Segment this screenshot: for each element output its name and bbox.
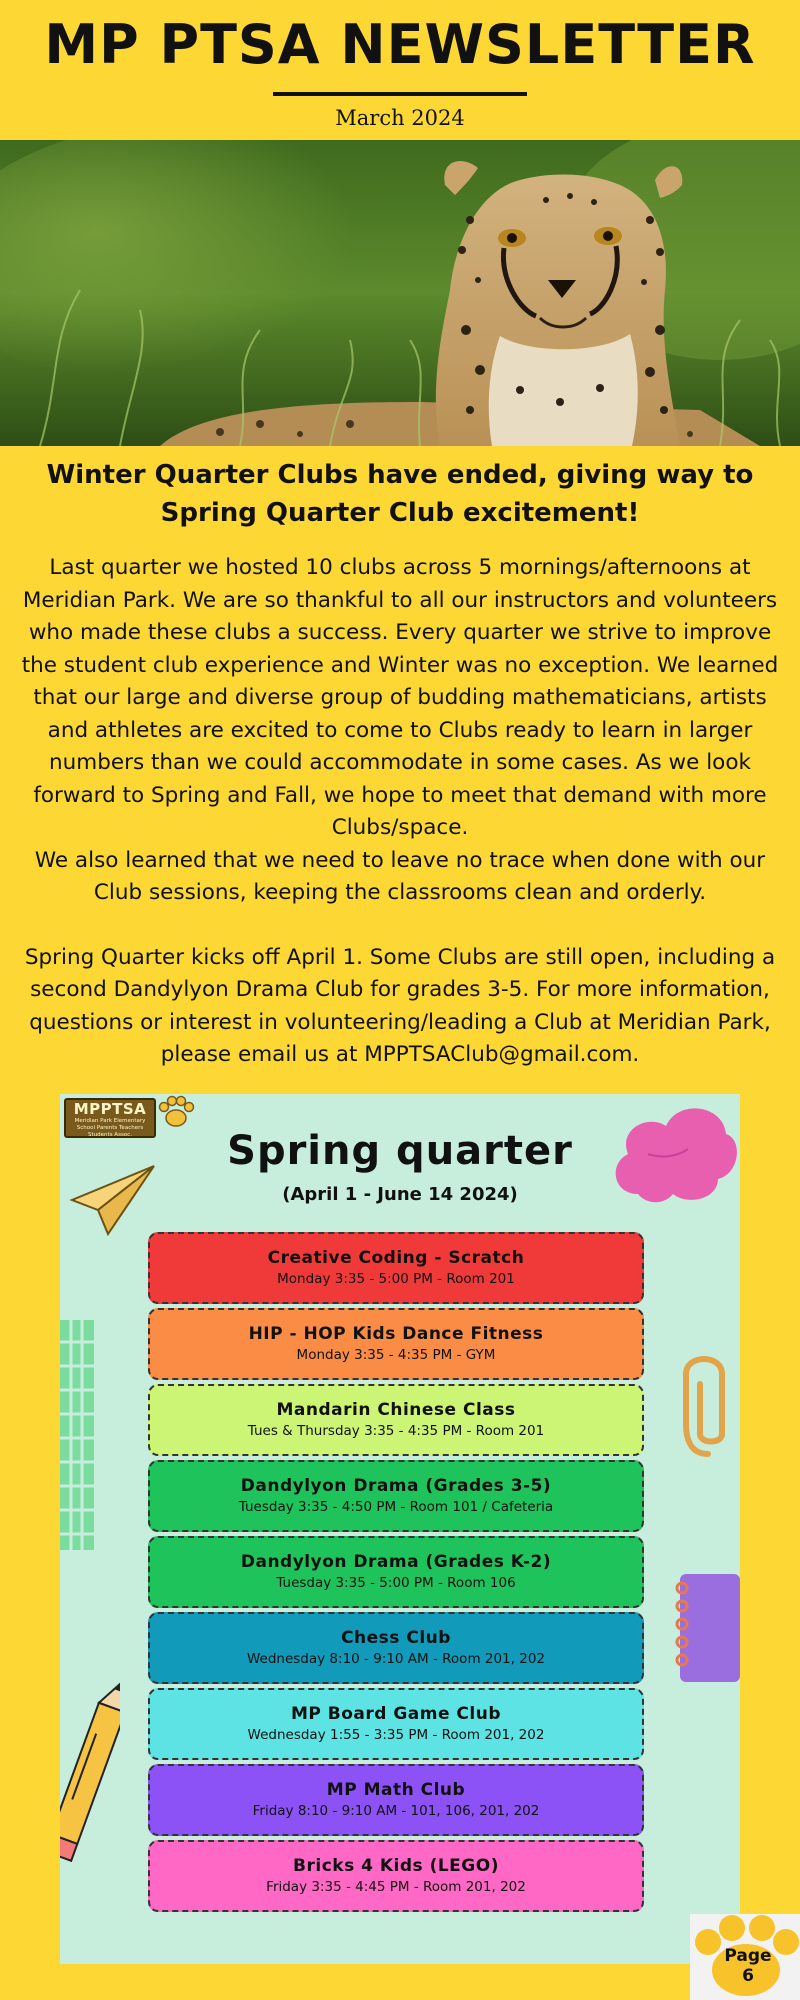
club-card (148, 1460, 644, 1532)
logo-text: MPPTSA (73, 1100, 147, 1118)
club-schedule: Wednesday 1:55 - 3:35 PM - Room 201, 202 (247, 1727, 545, 1743)
club-schedule: Monday 3:35 - 4:35 PM - GYM (296, 1347, 496, 1363)
club-name: Chess Club (341, 1628, 451, 1648)
paw-icon (156, 1094, 196, 1130)
page-number: Page 6 (724, 1946, 772, 1986)
poster-title: Spring quarter (227, 1128, 573, 1174)
club-schedule: Friday 3:35 - 4:45 PM - Room 201, 202 (266, 1879, 526, 1895)
club-list (148, 1232, 644, 1916)
spring-quarter-poster (60, 1094, 740, 1964)
newsletter-header (0, 0, 800, 140)
newsletter-title: MP PTSA NEWSLETTER (44, 13, 756, 76)
club-name: Bricks 4 Kids (LEGO) (293, 1856, 499, 1876)
club-card (148, 1840, 644, 1912)
club-name: MP Math Club (326, 1780, 466, 1800)
title-divider (273, 92, 527, 96)
club-name: Dandylyon Drama (Grades 3-5) (240, 1476, 552, 1496)
issue-date: March 2024 (335, 106, 465, 130)
cheetah-photo (0, 140, 800, 446)
club-schedule: Tues & Thursday 3:35 - 4:35 PM - Room 201 (247, 1423, 545, 1439)
club-name: Dandylyon Drama (Grades K-2) (240, 1552, 552, 1572)
club-card (148, 1764, 644, 1836)
club-card (148, 1232, 644, 1304)
club-schedule: Tuesday 3:35 - 5:00 PM - Room 106 (276, 1575, 516, 1591)
poster-dates: (April 1 - June 14 2024) (282, 1184, 518, 1205)
club-card (148, 1384, 644, 1456)
club-name: MP Board Game Club (290, 1704, 502, 1724)
club-name: HIP - HOP Kids Dance Fitness (248, 1324, 544, 1344)
club-name: Creative Coding - Scratch (267, 1248, 525, 1268)
notebook-icon (670, 1566, 740, 1686)
article-body (14, 552, 786, 1072)
club-card (148, 1612, 644, 1684)
pencil-icon (60, 1674, 120, 1874)
club-card (148, 1536, 644, 1608)
club-card (148, 1308, 644, 1380)
article-paragraph: We also learned that we need to leave no trace when done with our Club sessions, keeping the classrooms clean and orderly. (34, 847, 766, 905)
club-schedule: Monday 3:35 - 5:00 PM - Room 201 (277, 1271, 515, 1287)
paperclip-icon (678, 1344, 740, 1464)
club-schedule: Wednesday 8:10 - 9:10 AM - Room 201, 202 (246, 1651, 545, 1667)
club-schedule: Tuesday 3:35 - 4:50 PM - Room 101 / Cafeteria (238, 1499, 554, 1515)
grid-paper-icon (60, 1320, 94, 1550)
club-name: Mandarin Chinese Class (276, 1400, 516, 1420)
club-schedule: Friday 8:10 - 9:10 AM - 101, 106, 201, 202 (252, 1803, 540, 1819)
logo-subtext: Meridian Park Elementary School Parents Teachers Students Assoc. (74, 1118, 146, 1138)
club-card (148, 1688, 644, 1760)
article-paragraph: Last quarter we hosted 10 clubs across 5 mornings/afternoons at Meridian Park. We are so thankful to all our instructors and volunteers who made these clubs a success. Every quarter we strive to improve the student club experience and Winter was no exception. We learned that our large and diverse group of budding mathematicians, artists and athletes are excited to come to Clubs ready to learn in larger numbers than we could accommodate in some cases. As we look forward to Spring and Fall, we hope to meet that demand with more Clubs/space. (21, 555, 779, 840)
article-headline: Winter Quarter Clubs have ended, giving way to Spring Quarter Club excitement! (46, 460, 754, 528)
article-paragraph: Spring Quarter kicks off April 1. Some Clubs are still open, including a second Dandylyon Drama Club for grades 3-5. For more information, questions or interest in volunteering/leading a Club at Meridian Park, please email us at MPPTSAClub@gmail.com. (24, 944, 776, 1067)
